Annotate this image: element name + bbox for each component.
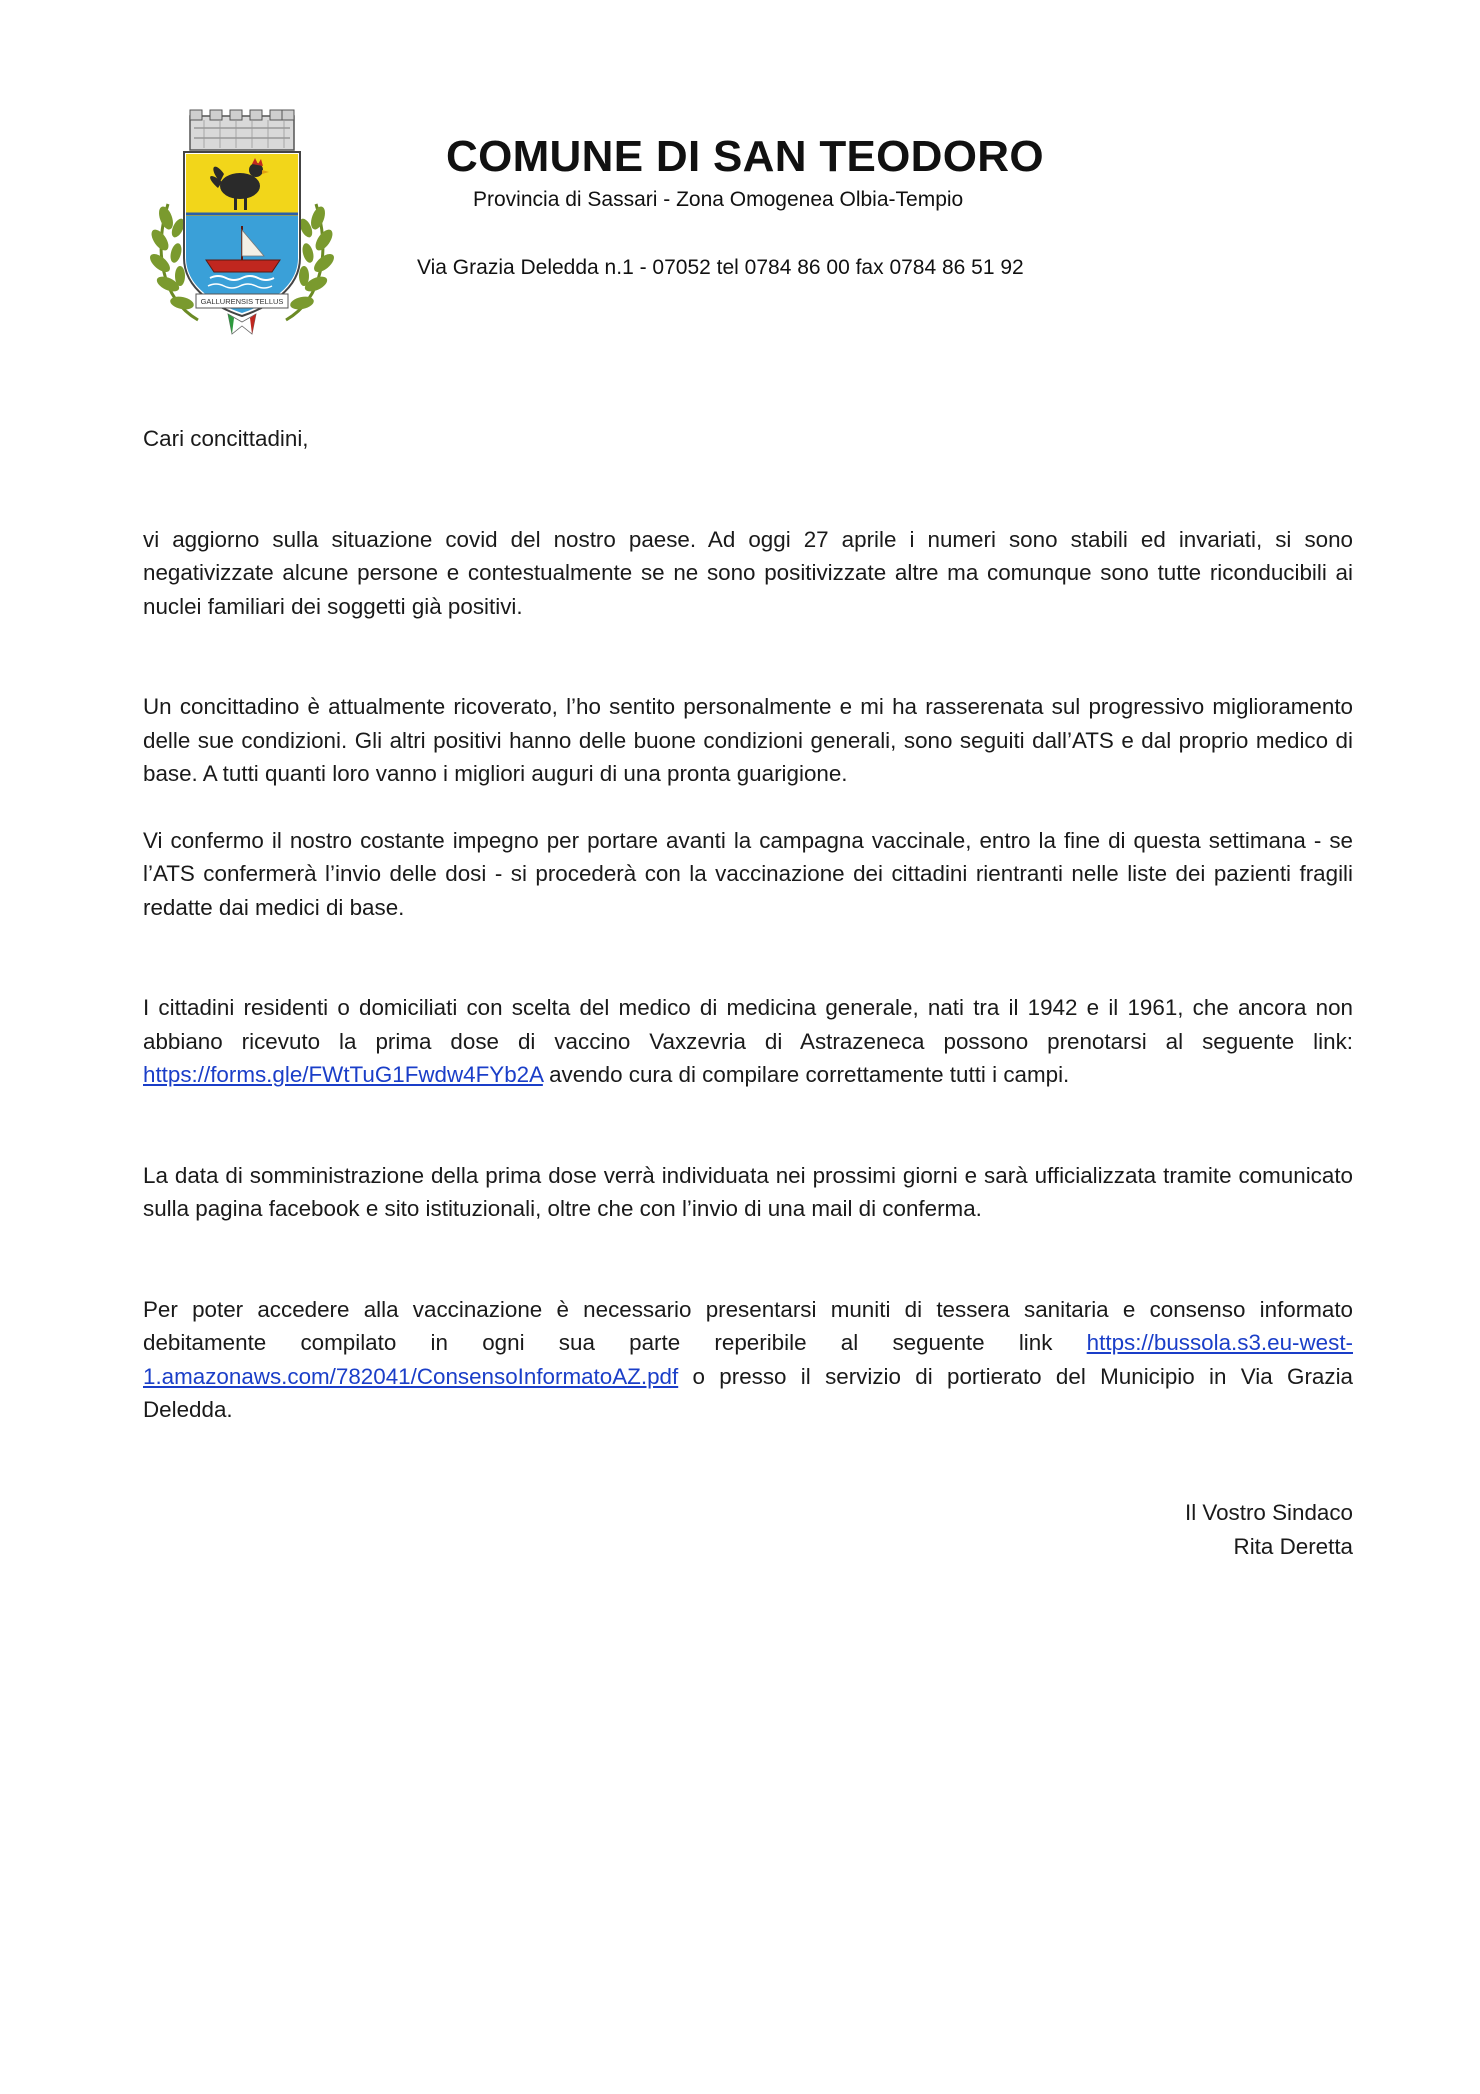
consent-text-after: o presso il servizio di portierato del Municipio in Via Grazia Deledda.	[143, 1363, 1353, 1422]
shield-icon	[184, 152, 300, 316]
municipal-crest-icon	[148, 108, 336, 338]
signature-block	[1185, 1496, 1353, 1563]
consent-form-link[interactable]: https://bussola.s3.eu-west-1.amazonaws.com/782041/ConsensoInformatoAZ.pdf	[143, 1330, 1353, 1389]
paragraph-vaccination-campaign	[143, 824, 1353, 925]
paragraph-vaccination-campaign-text: Vi confermo il nostro costante impegno per portare avanti la campagna vaccinale, entro la fine di questa settimana - se l’ATS confermerà l’invio delle dosi - si procederà con la vaccinazione dei cittadini rientranti nelle liste dei pazienti fragili redatte dai medici di base.	[143, 827, 1353, 920]
motto-ribbon	[196, 294, 288, 308]
paragraph-covid-update: vi aggiorno sulla situazione covid del nostro paese. Ad oggi 27 aprile i numeri sono stabili ed invariati, si sono negativizzate alcune persone e contestualmente se ne sono positivizzate altre ma comunque sono tutte riconducibili ai nuclei familiari dei soggetti già positivi.	[143, 526, 1353, 619]
consent-text-before: Per poter accedere alla vaccinazione è necessario presentarsi muniti di tessera sanitaria e consenso informato debitamente compilato in ogni sua parte reperibile al seguente link	[143, 1296, 1353, 1355]
crest-motto: GALLURENSIS TELLUS	[200, 297, 284, 306]
letterhead	[0, 0, 1480, 360]
org-address: Via Grazia Deledda n.1 - 07052 tel 0784 86 00 fax 0784 86 51 92	[417, 256, 1024, 279]
org-province: Provincia di Sassari - Zona Omogenea Olbia-Tempio	[473, 188, 964, 211]
letter-body	[143, 422, 1353, 1427]
paragraph-hospitalized: Un concittadino è attualmente ricoverato, l’ho sentito personalmente e mi ha rasserenata sul progressivo miglioramento delle sue condizioni. Gli altri positivi hanno delle buone condizioni generali, sono seguiti dall’ATS e dal proprio medico di base. A tutti quanti loro vanno i migliori auguri di una pronta guarigione.	[143, 694, 1353, 786]
crown-icon	[190, 110, 294, 150]
booking-form-link[interactable]: https://forms.gle/FWtTuG1Fwdw4FYb2A	[143, 1062, 543, 1087]
booking-text-after: avendo cura di compilare correttamente tutti i campi.	[542, 1062, 1070, 1087]
paragraph-administration-date: La data di somministrazione della prima dose verrà individuata nei prossimi giorni e sarà ufficializzata tramite comunicato sulla pagina facebook e sito istituzionali, oltre che con l’invio di una mail di conferma.	[143, 1162, 1353, 1221]
signature-name: Rita Deretta	[1233, 1533, 1353, 1559]
org-name: COMUNE DI SAN TEODORO	[446, 132, 1044, 181]
paragraph-consent	[143, 1293, 1353, 1427]
booking-text-before: I cittadini residenti o domiciliati con scelta del medico di medicina generale, nati tra il 1942 e il 1961, che ancora non abbiano ricevuto la prima dose di vaccino Vaxzevria di Astrazeneca possono prenotarsi al seguente link:	[143, 995, 1353, 1054]
signature-title: Il Vostro Sindaco	[1184, 1500, 1353, 1525]
paragraph-booking	[143, 991, 1353, 1092]
greeting: Cari concittadini,	[143, 426, 309, 451]
